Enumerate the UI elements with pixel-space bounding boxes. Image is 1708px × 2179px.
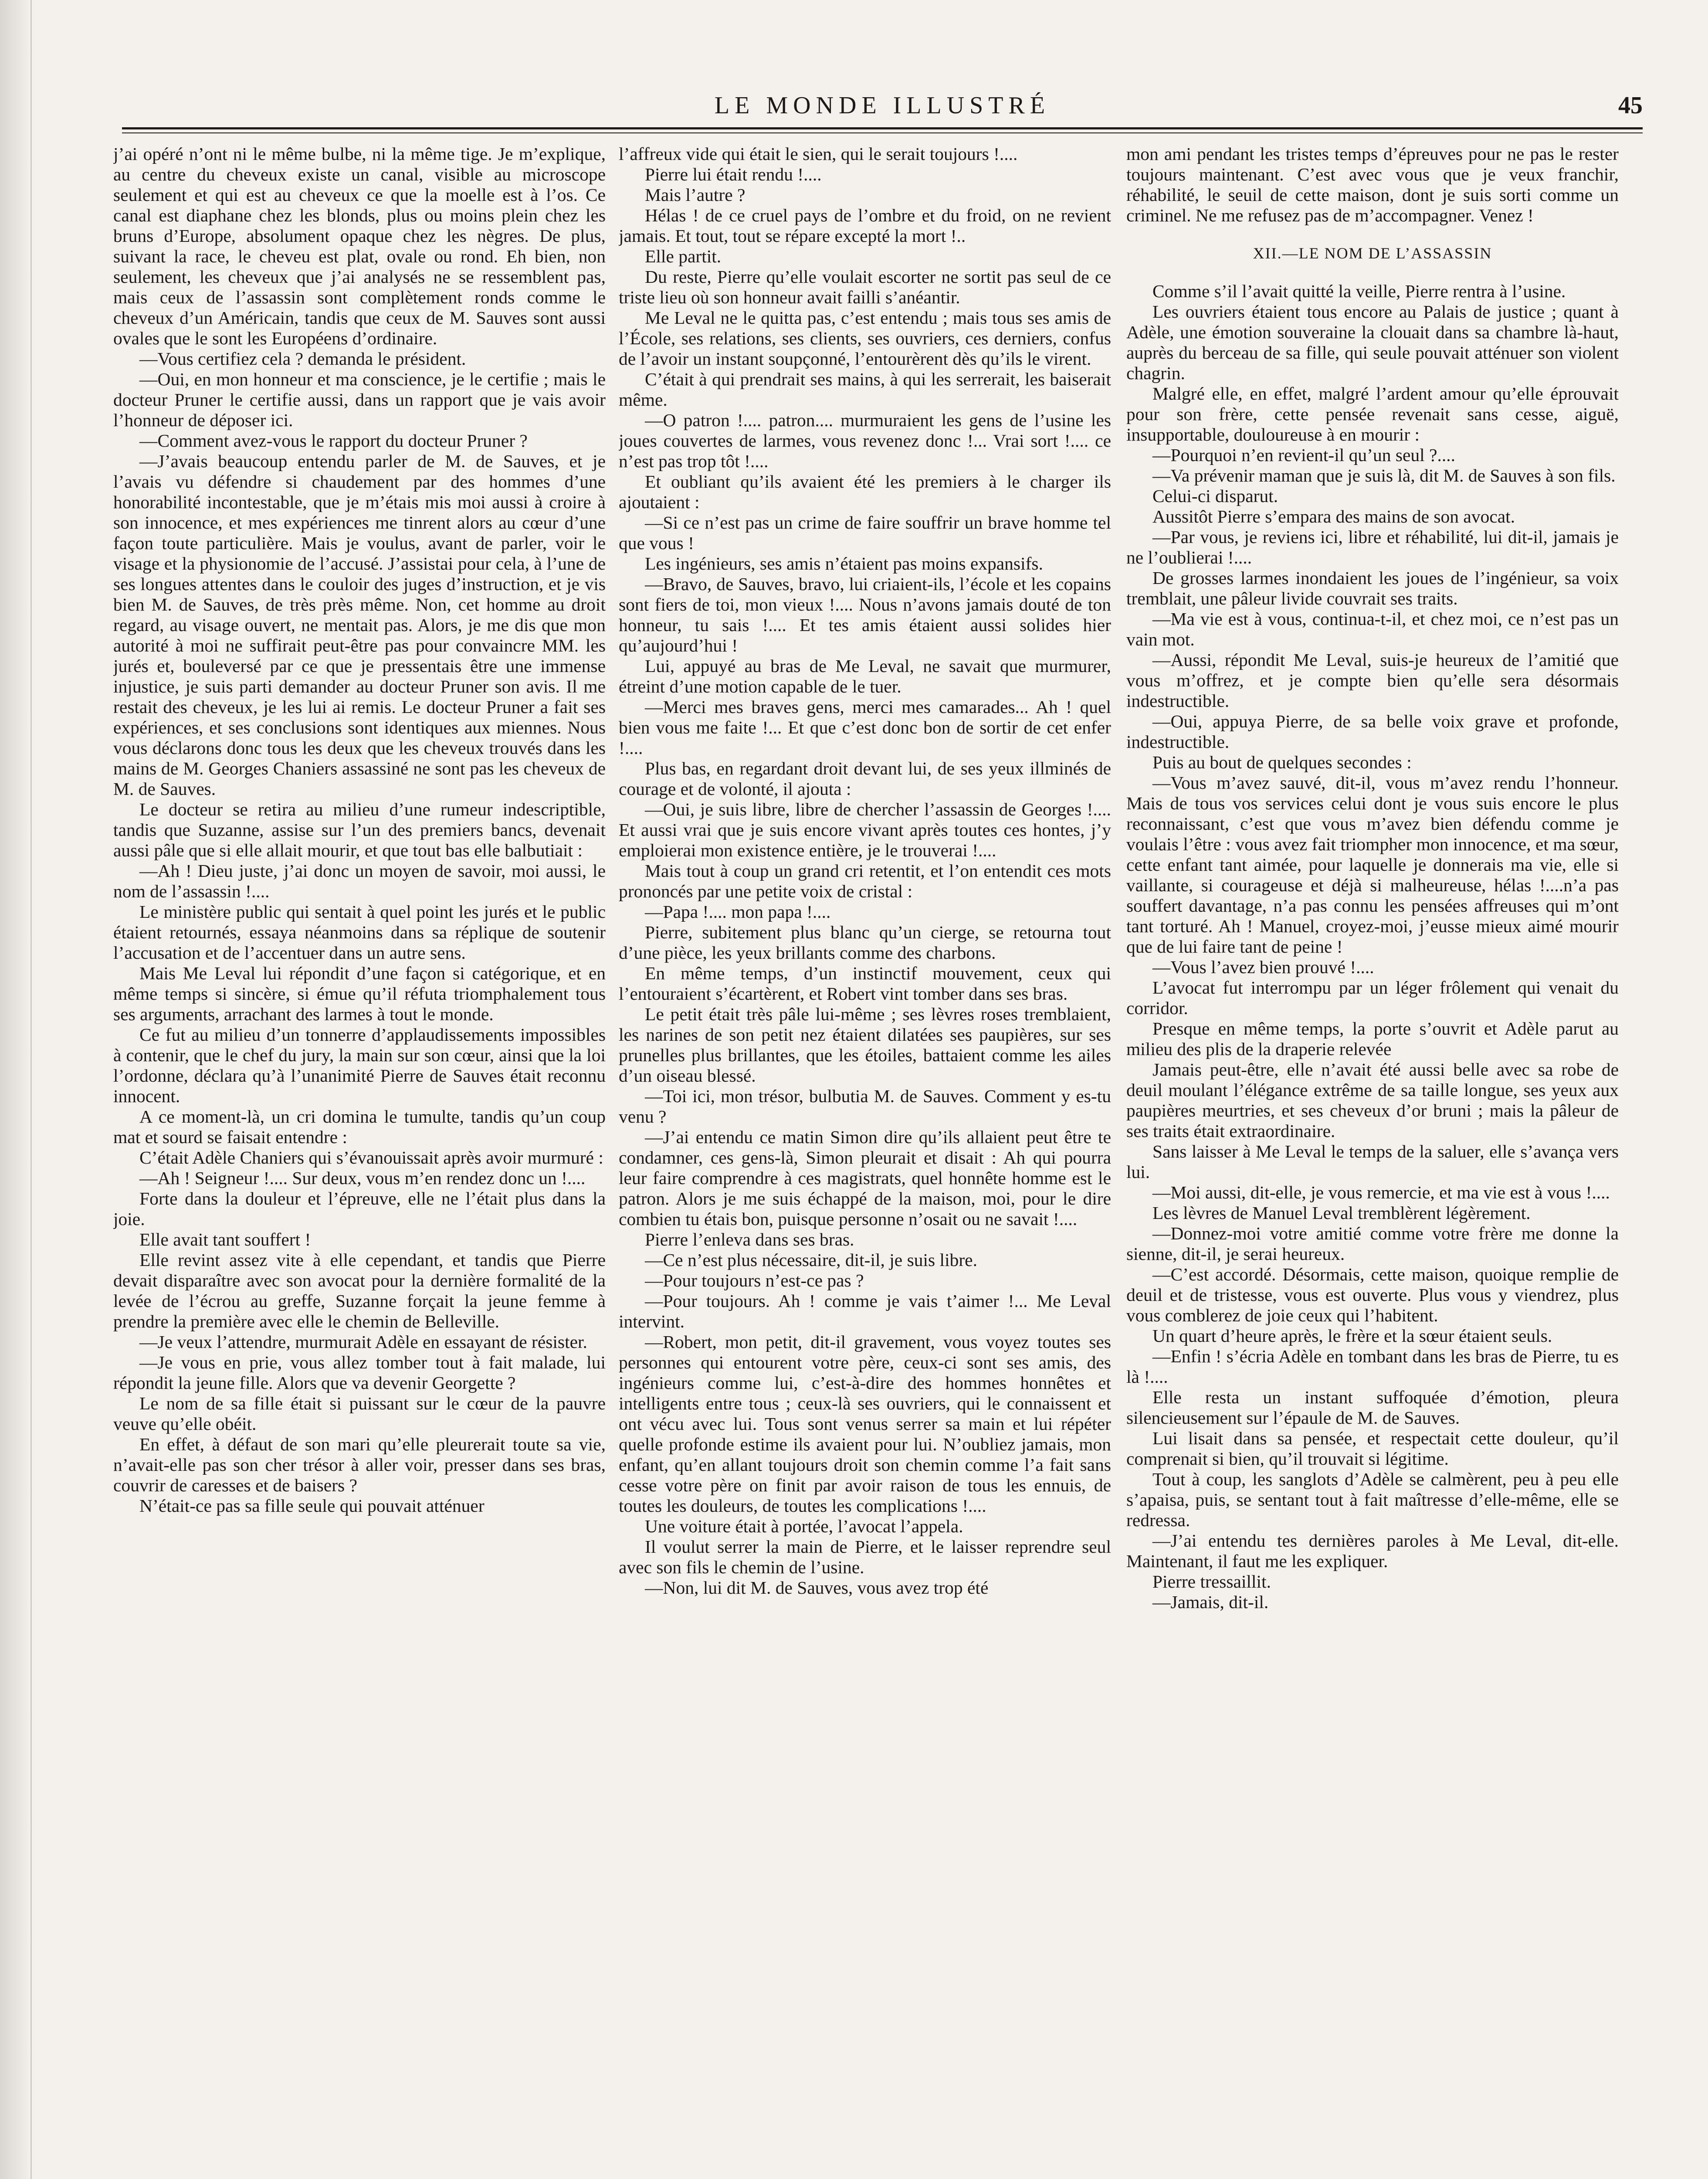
paragraph: —Papa !.... mon papa !....: [645, 902, 831, 922]
paragraph: —Pour toujours n’est-ce pas ?: [645, 1270, 864, 1290]
paragraph: Le nom de sa fille était si puissant sur le cœur de la pauvre veuve qu’elle obéit.: [113, 1393, 606, 1434]
paragraph: Elle avait tant souffert !: [139, 1229, 311, 1249]
paragraph: Elle resta un instant suffoquée d’émotion, pleura silencieusement sur l’épaule de M. de Sauves.: [1126, 1387, 1619, 1428]
paragraph: Jamais peut-être, elle n’avait été aussi belle avec sa robe de deuil moulant l’élégance extrême de sa taille longue, ses yeux aux paupières meurtries, et ses cheveux d’or bruni ; mais la pâleur de ses traits était extraordinaire.: [1126, 1059, 1619, 1141]
paragraph: Lui, appuyé au bras de Me Leval, ne savait que murmurer, étreint d’une motion capable de le tuer.: [619, 656, 1111, 696]
text-column-3: [1126, 144, 1619, 2179]
paragraph: Mais l’autre ?: [645, 185, 746, 205]
paragraph: —Je veux l’attendre, murmurait Adèle en essayant de résister.: [139, 1332, 587, 1352]
paragraph: Puis au bout de quelques secondes :: [1152, 752, 1412, 772]
paragraph: Hélas ! de ce cruel pays de l’ombre et du froid, on ne revient jamais. Et tout, tout se répare excepté la mort !..: [619, 205, 1111, 246]
paragraph: —C’est accordé. Désormais, cette maison, quoique remplie de deuil et de tristesse, vous est ouverte. Plus vous y viendrez, plus vous comblerez de joie ceux qui l’habitent.: [1126, 1264, 1619, 1325]
chapter-heading: XII.—LE NOM DE L’ASSASSIN: [1253, 244, 1492, 262]
paragraph: —Non, lui dit M. de Sauves, vous avez trop été: [645, 1578, 989, 1598]
header-rule-thick: [122, 127, 1643, 129]
paragraph: —Robert, mon petit, dit-il gravement, vous voyez toutes ses personnes qui entourent votre père, ceux-ci sont ses amis, des ingénieurs comme lui, c’est-à-dire des hommes honnêtes et intelligents entre tous ; ceux-là ses ouvriers, qui le connaissent et ont vécu avec lui. Tous sont venus serrer sa main et lui répéter quelle profonde estime ils avaient pour lui. N’oubliez jamais, mon enfant, qu’en allant toujours droit son chemin comme l’a fait sans cesse votre père on finit par avoir raison de tous les ennuis, de toutes les douleurs, de toutes les complications !....: [619, 1332, 1111, 1516]
paragraph: —Vous m’avez sauvé, dit-il, vous m’avez rendu l’honneur. Mais de tous vos services celui dont je vous suis encore le plus reconnaissant, c’est que vous m’avez bien défendu comme je voulais l’être : vous avez fait triompher mon innocence, et ma sœur, cette enfant tant aimée, pour laquelle je donnerais ma vie, elle si vaillante, si courageuse et déjà si malheureuse, hélas !....n’a pas souffert davantage, n’a pas connu les pensées affreuses qui m’ont tant torturé. Ah ! Manuel, croyez-moi, j’eusse mieux aimé mourir que de lui faire tant de peine !: [1126, 773, 1619, 957]
paragraph: Lui lisait dans sa pensée, et respectait cette douleur, qu’il comprenait si bien, qu’il trouvait si légitime.: [1126, 1428, 1619, 1469]
paragraph: —Ma vie est à vous, continua-t-il, et chez moi, ce n’est pas un vain mot.: [1126, 609, 1619, 649]
paragraph: En même temps, d’un instinctif mouvement, ceux qui l’entouraient s’écartèrent, et Robert vint tomber dans ses bras.: [619, 963, 1111, 1004]
paragraph: —Ce n’est plus nécessaire, dit-il, je suis libre.: [645, 1250, 977, 1270]
paragraph: —Pourquoi n’en revient-il qu’un seul ?....: [1152, 445, 1455, 465]
paragraph: A ce moment-là, un cri domina le tumulte, tandis qu’un coup mat et sourd se faisait entendre :: [113, 1106, 606, 1147]
paragraph: Les lèvres de Manuel Leval tremblèrent légèrement.: [1152, 1203, 1531, 1223]
paragraph: —Merci mes braves gens, merci mes camarades... Ah ! quel bien vous me faite !... Et que c’est donc bon de sortir de cet enfer !....: [619, 697, 1111, 758]
paragraph: Pierre tressaillit.: [1152, 1571, 1271, 1592]
paragraph: N’était-ce pas sa fille seule qui pouvait atténuer: [139, 1496, 485, 1516]
paragraph: Pierre lui était rendu !....: [645, 164, 822, 184]
header-rule-thin: [122, 132, 1643, 133]
paragraph: —Par vous, je reviens ici, libre et réhabilité, lui dit-il, jamais je ne l’oublierai !....: [1126, 527, 1619, 567]
paragraph: Il voulut serrer la main de Pierre, et le laisser reprendre seul avec son fils le chemin de l’usine.: [619, 1537, 1111, 1577]
paragraph: l’affreux vide qui était le sien, qui le serait toujours !....: [619, 144, 1018, 164]
page-number: 45: [1618, 92, 1643, 119]
paragraph: Ce fut au milieu d’un tonnerre d’applaudissements impossibles à contenir, que le chef du jury, la main sur son cœur, ainsi que la loi l’ordonne, déclara qu’à l’unanimité Pierre de Sauves était reconnu innocent.: [113, 1025, 606, 1106]
paragraph: Du reste, Pierre qu’elle voulait escorter ne sortit pas seul de ce triste lieu où son honneur avait failli s’anéantir.: [619, 267, 1111, 307]
paragraph: De grosses larmes inondaient les joues de l’ingénieur, sa voix tremblait, une pâleur livide couvrait ses traits.: [1126, 568, 1619, 608]
paragraph: —Vous l’avez bien prouvé !....: [1152, 957, 1374, 977]
paragraph: —J’ai entendu tes dernières paroles à Me Leval, dit-elle. Maintenant, il faut me les expliquer.: [1126, 1531, 1619, 1571]
paragraph: Mais tout à coup un grand cri retentit, et l’on entendit ces mots prononcés par une petite voix de cristal :: [619, 861, 1111, 901]
paragraph: C’était Adèle Chaniers qui s’évanouissait après avoir murmuré :: [139, 1147, 603, 1168]
paragraph: Les ingénieurs, ses amis n’étaient pas moins expansifs.: [645, 553, 1043, 574]
paragraph: Malgré elle, en effet, malgré l’ardent amour qu’elle éprouvait pour son frère, cette pensée revenait sans cesse, aiguë, insupportable, douloureuse à en mourir :: [1126, 384, 1619, 445]
paragraph: Sans laisser à Me Leval le temps de la saluer, elle s’avança vers lui.: [1126, 1141, 1619, 1182]
paragraph: Plus bas, en regardant droit devant lui, de ses yeux illminés de courage et de volonté, il ajouta :: [619, 758, 1111, 799]
paragraph: —Va prévenir maman que je suis là, dit M. de Sauves à son fils.: [1152, 465, 1616, 485]
paragraph: C’était à qui prendrait ses mains, à qui les serrerait, les baiserait même.: [619, 369, 1111, 410]
paragraph: —Ah ! Seigneur !.... Sur deux, vous m’en rendez donc un !....: [139, 1168, 586, 1188]
paragraph: Le petit était très pâle lui-même ; ses lèvres roses tremblaient, les narines de son petit nez étaient dilatées ses paupières, sur ses prunelles plus brillantes, que les étoiles, battaient comme les ailes d’un oiseau blessé.: [619, 1004, 1111, 1086]
paragraph: Forte dans la douleur et l’épreuve, elle ne l’était plus dans la joie.: [113, 1188, 606, 1229]
paragraph: —Aussi, répondit Me Leval, suis-je heureux de l’amitié que vous m’offrez, et je compte bien qu’elle sera désormais indestructible.: [1126, 650, 1619, 711]
paragraph: Une voiture était à portée, l’avocat l’appela.: [645, 1516, 963, 1536]
paragraph: Comme s’il l’avait quitté la veille, Pierre rentra à l’usine.: [1152, 281, 1566, 301]
paragraph: —Ah ! Dieu juste, j’ai donc un moyen de savoir, moi aussi, le nom de l’assassin !....: [113, 861, 606, 901]
paragraph: —Vous certifiez cela ? demanda le président.: [139, 349, 466, 369]
paragraph: —Jamais, dit-il.: [1152, 1592, 1269, 1612]
paragraph: Tout à coup, les sanglots d’Adèle se calmèrent, peu à peu elle s’apaisa, puis, se sentant tout à fait maîtresse d’elle-même, elle se redressa.: [1126, 1469, 1619, 1530]
text-column-1: [113, 144, 606, 2179]
paragraph: —Je vous en prie, vous allez tomber tout à fait malade, lui répondit la jeune fille. Alors que va devenir Georgette ?: [113, 1352, 606, 1393]
paragraph: —Toi ici, mon trésor, bulbutia M. de Sauves. Comment y es-tu venu ?: [619, 1086, 1111, 1127]
paragraph: —J’ai entendu ce matin Simon dire qu’ils allaient peut être te condamner, ces gens-là, Simon pleurait et disait : Ah qui pourra leur faire comprendre à ces magistrats, quel honnête homme est le patron. Alors je me suis échappé de la maison, moi, pour le dire combien tu étais bon, puisque personne n’osait ou ne savait !....: [619, 1127, 1111, 1229]
paragraph: —Bravo, de Sauves, bravo, lui criaient-ils, l’école et les copains sont fiers de toi, mon vieux !.... Nous n’avons jamais douté de ton honneur, tu sais !.... Et tes amis étaient aussi solides hier qu’aujourd’hui !: [619, 574, 1111, 655]
paragraph: Aussitôt Pierre s’empara des mains de son avocat.: [1152, 506, 1515, 526]
paragraph: Elle partit.: [645, 246, 722, 266]
paragraph: —Oui, je suis libre, libre de chercher l’assassin de Georges !.... Et aussi vrai que je suis encore vivant après toutes ces hontes, j’y emploierai mon existence entière, je le trouverai !....: [619, 799, 1111, 860]
paragraph: —Si ce n’est pas un crime de faire souffrir un brave homme tel que vous !: [619, 513, 1111, 553]
paragraph: —Donnez-moi votre amitié comme votre frère me donne la sienne, dit-il, je serai heureux.: [1126, 1223, 1619, 1264]
paragraph: Presque en même temps, la porte s’ouvrit et Adèle parut au milieu des plis de la draperie relevée: [1126, 1018, 1619, 1059]
paragraph: —Comment avez-vous le rapport du docteur Pruner ?: [139, 431, 528, 451]
paragraph: Un quart d’heure après, le frère et la sœur étaient seuls.: [1152, 1326, 1552, 1346]
paragraph: Le docteur se retira au milieu d’une rumeur indescriptible, tandis que Suzanne, assise sur l’un des premiers bancs, devenait aussi pâle que si elle allait mourir, et que tout bas elle balbutiait :: [113, 799, 606, 860]
paragraph: Elle revint assez vite à elle cependant, et tandis que Pierre devait disparaître avec son avocat pour la dernière formalité de la levée de l’écrou au greffe, Suzanne forçait la jeune femme à prendre la première avec elle le chemin de Belleville.: [113, 1250, 606, 1331]
paragraph: Pierre l’enleva dans ses bras.: [645, 1229, 854, 1249]
paragraph: Pierre, subitement plus blanc qu’un cierge, se retourna tout d’une pièce, les yeux brillants comme des charbons.: [619, 922, 1111, 963]
paragraph: —J’avais beaucoup entendu parler de M. de Sauves, et je l’avais vu défendre si chaudement par des hommes d’une honorabilité incontestable, que je m’étais mis moi aussi à croire à son innocence, et mes expériences me tinrent alors au cœur d’une façon toute particulière. Mais je voulus, avant de parler, voir le visage et la physionomie de l’accusé. J’assistai pour cela, à l’une de ses longues attentes dans le couloir des juges d’instruction, et je vis bien M. de Sauves, de très près même. Non, cet homme au droit regard, au visage ouvert, ne mentait pas. Alors, je me dis que mon autorité à moi ne suffirait peut-être pas pour convaincre MM. les jurés et, bouleversé par ce que je pressentais être une immense injustice, je suis parti demander au docteur Pruner son avis. Il me restait des cheveux, je les lui ai remis. Le docteur Pruner a fait ses expériences, et ses conclusions sont identiques aux miennes. Nous vous déclarons donc tous les deux que les cheveux trouvés dans les mains de M. Georges Chaniers assassiné ne sont pas les cheveux de M. de Sauves.: [113, 451, 606, 799]
paragraph: Les ouvriers étaient tous encore au Palais de justice ; quant à Adèle, une émotion souveraine la clouait dans sa chambre là-haut, auprès du berceau de sa fille, qui seule pouvait atténuer son violent chagrin.: [1126, 302, 1619, 383]
paragraph: Mais Me Leval lui répondit d’une façon si catégorique, et en même temps si sincère, si émue qu’il réfuta triomphalement tous ses arguments, arrachant des larmes à tout le monde.: [113, 963, 606, 1024]
paragraph: —Moi aussi, dit-elle, je vous remercie, et ma vie est à vous !....: [1152, 1182, 1610, 1202]
paragraph: Celui-ci disparut.: [1152, 486, 1278, 506]
paragraph: Me Leval ne le quitta pas, c’est entendu ; mais tous ses amis de l’École, ses relations, ses clients, ses ouvriers, ces derniers, confus de l’avoir un instant soupçonné, l’entourèrent dès qu’ils le virent.: [619, 308, 1111, 369]
text-column-2: [619, 144, 1111, 2179]
paragraph: —Pour toujours. Ah ! comme je vais t’aimer !... Me Leval intervint.: [619, 1291, 1111, 1331]
paragraph: j’ai opéré n’ont ni le même bulbe, ni la même tige. Je m’explique, au centre du cheveux existe un canal, visible au microscope seulement et qui est au cheveux ce que la moelle est à l’os. Ce canal est diaphane chez les blonds, plus ou moins plein chez les bruns d’Europe, absolument opaque chez les nègres. De plus, suivant la race, le cheveu est plat, ovale ou rond. Eh bien, non seulement, les cheveux que j’ai analysés ne se ressemblent pas, mais ceux de l’assassin sont complètement ronds comme le cheveux d’un Américain, tandis que ceux de M. Sauves sont aussi ovales que le sont les Européens d’ordinaire.: [113, 144, 606, 348]
paragraph: En effet, à défaut de son mari qu’elle pleurerait toute sa vie, n’avait-elle pas son cher trésor à aller voir, presser dans ses bras, couvrir de caresses et de baisers ?: [113, 1434, 606, 1495]
paragraph: —O patron !.... patron.... murmuraient les gens de l’usine les joues couvertes de larmes, vous revenez donc !... Vrai sort !.... ce n’est pas trop tôt !....: [619, 410, 1111, 471]
running-head: [122, 87, 1643, 122]
paragraph: —Oui, appuya Pierre, de sa belle voix grave et profonde, indestructible.: [1126, 711, 1619, 752]
paragraph: L’avocat fut interrompu par un léger frôlement qui venait du corridor.: [1126, 977, 1619, 1018]
paragraph: —Enfin ! s’écria Adèle en tombant dans les bras de Pierre, tu es là !....: [1126, 1346, 1619, 1387]
paragraph: Le ministère public qui sentait à quel point les jurés et le public étaient retournés, essaya néanmoins dans sa réplique de soutenir l’accusation et de l’accentuer dans un autre sens.: [113, 902, 606, 963]
paragraph: Et oubliant qu’ils avaient été les premiers à le charger ils ajoutaient :: [619, 472, 1111, 512]
binding-gutter: [0, 0, 32, 2179]
paragraph: mon ami pendant les tristes temps d’épreuves pour ne pas le rester toujours maintenant. C’est avec vous que je veux franchir, réhabilité, le seuil de cette maison, dont je suis sorti comme un criminel. Ne me refusez pas de m’accompagner. Venez !: [1126, 144, 1619, 225]
journal-title: LE MONDE ILLUSTRÉ: [714, 92, 1051, 119]
paragraph: —Oui, en mon honneur et ma conscience, je le certifie ; mais le docteur Pruner le certifie aussi, dans un rapport que je vais avoir l’honneur de déposer ici.: [113, 369, 606, 430]
